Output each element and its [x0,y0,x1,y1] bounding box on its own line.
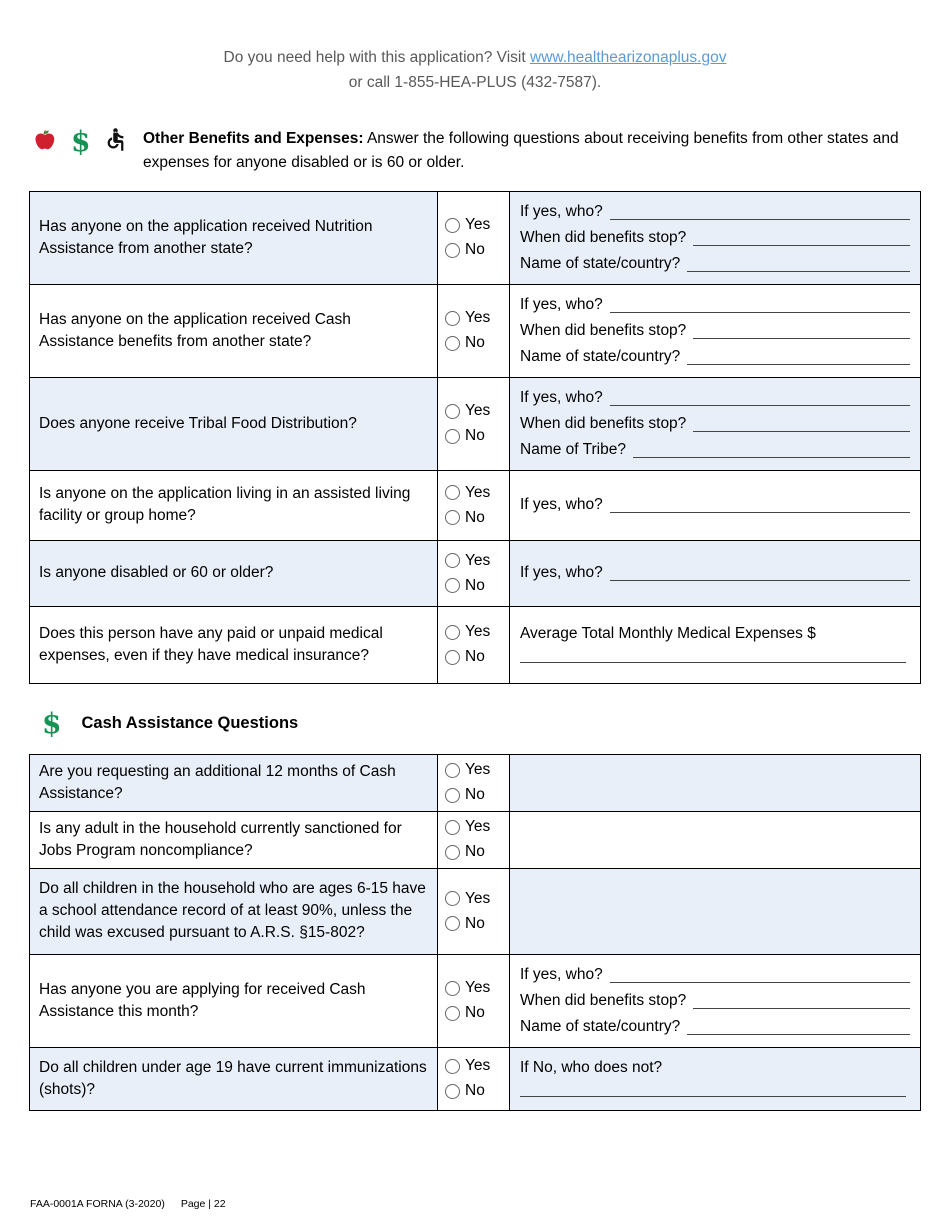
radio-yes[interactable] [445,311,460,326]
no-option[interactable] [445,1082,500,1100]
question-text: Has anyone you are applying for received Cash Assistance this month? [30,955,438,1047]
followup-field [520,439,910,461]
radio-yes[interactable] [445,553,460,568]
followup-field [520,346,910,368]
table-row [30,541,920,607]
benefits-section-heading [143,124,921,175]
followup-cell [510,541,920,606]
followup-field [520,990,910,1012]
table-row [30,1048,920,1110]
field-label: If yes, who? [520,965,603,983]
question-text: Has anyone on the application received Nutrition Assistance from another state? [30,192,438,284]
yes-label: Yes [465,623,491,641]
field-label: If yes, who? [520,564,603,582]
yes-label: Yes [465,402,491,420]
radio-yes[interactable] [445,891,460,906]
field-input-line[interactable] [633,439,910,458]
no-label: No [465,576,485,594]
radio-no[interactable] [445,788,460,803]
wheelchair-icon [102,126,129,158]
no-option[interactable] [445,241,500,259]
yes-label: Yes [465,818,491,836]
yes-option[interactable] [445,552,500,570]
yes-no-cell [438,955,510,1047]
yes-no-cell [438,812,510,868]
followup-field [520,1057,910,1100]
followup-cell [510,192,920,284]
benefits-section-intro: Answer the following questions about receiving benefits from other states and expenses for anyone disabled or is 60 or older. [143,129,899,171]
help-header [29,46,921,96]
field-label: Name of state/country? [520,347,681,365]
table-row [30,192,920,285]
yes-label: Yes [465,761,491,779]
dollar-icon: $ [42,706,62,740]
yes-label: Yes [465,483,491,501]
field-input-line[interactable] [520,662,906,663]
benefits-section-title: Other Benefits and Expenses: [143,129,364,147]
no-label: No [465,648,485,666]
yes-option[interactable] [445,484,500,502]
yes-no-cell [438,471,510,540]
benefits-section-icons [29,124,143,159]
form-number: FAA-0001A FORNA (3-2020) [30,1198,165,1210]
followup-cell [510,955,920,1047]
field-label: Name of Tribe? [520,440,626,458]
field-label: If yes, who? [520,202,603,220]
radio-no[interactable] [445,1006,460,1021]
yes-no-cell [438,285,510,377]
no-label: No [465,334,485,352]
radio-no[interactable] [445,916,460,931]
yes-option[interactable] [445,623,500,641]
yes-option[interactable] [445,818,500,836]
radio-no[interactable] [445,650,460,665]
radio-yes[interactable] [445,218,460,233]
yes-option[interactable] [445,890,500,908]
yes-no-cell [438,607,510,683]
followup-field [520,201,910,223]
field-input-line[interactable] [687,346,910,365]
no-option[interactable] [445,648,500,666]
apple-icon [29,126,59,159]
yes-no-cell [438,378,510,470]
followup-field [520,413,910,435]
followup-cell-empty [510,869,920,954]
field-input-line[interactable] [610,201,910,220]
question-text: Does anyone receive Tribal Food Distribution? [30,378,438,470]
followup-cell [510,285,920,377]
field-input-line[interactable] [610,964,910,983]
question-text: Are you requesting an additional 12 months of Cash Assistance? [30,755,438,811]
help-phone: or call 1-855-HEA-PLUS (432-7587). [348,73,602,91]
page-number: Page | 22 [180,1198,226,1210]
no-label: No [465,241,485,259]
radio-yes[interactable] [445,763,460,778]
followup-field [520,294,910,316]
yes-option[interactable] [445,216,500,234]
field-label: Average Total Monthly Medical Expenses $ [520,625,816,643]
no-option[interactable] [445,509,500,527]
radio-no[interactable] [445,578,460,593]
radio-yes[interactable] [445,625,460,640]
field-input-line[interactable] [520,1096,906,1097]
question-text: Does this person have any paid or unpaid medical expenses, even if they have medical insurance? [30,607,438,683]
yes-no-cell [438,755,510,811]
no-label: No [465,427,485,445]
yes-label: Yes [465,1057,491,1075]
no-option[interactable] [445,786,500,804]
field-label: When did benefits stop? [520,321,687,339]
radio-yes[interactable] [445,1059,460,1074]
radio-yes[interactable] [445,820,460,835]
radio-no[interactable] [445,336,460,351]
dollar-icon: $ [71,125,91,159]
no-option[interactable] [445,334,500,352]
field-label: Name of state/country? [520,254,681,272]
no-label: No [465,508,485,526]
cash-table [29,754,921,1111]
no-option[interactable] [445,915,500,933]
followup-field [520,227,910,249]
no-label: No [465,1004,485,1022]
followup-cell [510,378,920,470]
followup-field [520,1016,910,1038]
yes-option[interactable] [445,1057,500,1075]
radio-yes[interactable] [445,404,460,419]
page-footer [30,1198,226,1210]
no-option[interactable] [445,843,500,861]
followup-field [520,623,910,666]
table-row [30,955,920,1048]
followup-cell [510,471,920,540]
field-label: When did benefits stop? [520,414,687,432]
yes-option[interactable] [445,309,500,327]
question-text: Is anyone on the application living in an assisted living facility or group home? [30,471,438,540]
cash-section-header [29,706,921,740]
yes-label: Yes [465,551,491,569]
question-text: Do all children in the household who are ages 6-15 have a school attendance record of at least 90%, unless the child was excused pursuant to A.R.S. §15-802? [30,869,438,954]
no-label: No [465,786,485,804]
table-row [30,869,920,955]
field-input-line[interactable] [693,413,910,432]
yes-no-cell [438,192,510,284]
question-text: Do all children under age 19 have current immunizations (shots)? [30,1048,438,1110]
yes-label: Yes [465,309,491,327]
yes-label: Yes [465,979,491,997]
yes-label: Yes [465,889,491,907]
field-label: When did benefits stop? [520,228,687,246]
field-label: If yes, who? [520,295,603,313]
yes-no-cell [438,541,510,606]
followup-cell-empty [510,755,920,811]
field-label: Name of state/country? [520,1017,681,1035]
table-row [30,285,920,378]
field-input-line[interactable] [687,253,910,272]
table-row [30,471,920,541]
radio-no[interactable] [445,1084,460,1099]
radio-yes[interactable] [445,485,460,500]
yes-label: Yes [465,216,491,234]
followup-field [520,253,910,275]
field-input-line[interactable] [693,990,910,1009]
table-row [30,607,920,683]
table-row [30,812,920,869]
field-label: If yes, who? [520,496,603,514]
followup-field [520,562,910,584]
followup-field [520,494,910,516]
field-input-line[interactable] [610,387,910,406]
field-input-line[interactable] [610,294,910,313]
radio-no[interactable] [445,845,460,860]
field-input-line[interactable] [693,227,910,246]
field-input-line[interactable] [693,320,910,339]
no-option[interactable] [445,427,500,445]
no-label: No [465,914,485,932]
field-label: If No, who does not? [520,1059,663,1077]
no-label: No [465,843,485,861]
radio-yes[interactable] [445,981,460,996]
table-row [30,378,920,471]
yes-option[interactable] [445,979,500,997]
field-input-line[interactable] [610,562,910,581]
benefits-table [29,191,921,684]
no-label: No [465,1082,485,1100]
table-row [30,755,920,812]
help-text: Do you need help with this application? Visit [223,49,530,66]
question-text: Has anyone on the application received Cash Assistance benefits from another state? [30,285,438,377]
help-link[interactable]: www.healthearizonaplus.gov [530,49,727,66]
field-label: When did benefits stop? [520,991,687,1009]
question-text: Is any adult in the household currently sanctioned for Jobs Program noncompliance? [30,812,438,868]
yes-no-cell [438,1048,510,1110]
benefits-section-header [29,124,921,175]
followup-field [520,964,910,986]
yes-option[interactable] [445,402,500,420]
radio-no[interactable] [445,429,460,444]
question-text: Is anyone disabled or 60 or older? [30,541,438,606]
field-input-line[interactable] [687,1016,910,1035]
followup-cell-empty [510,812,920,868]
followup-field [520,320,910,342]
no-option[interactable] [445,1004,500,1022]
yes-option[interactable] [445,761,500,779]
followup-cell [510,607,920,683]
cash-section-title: Cash Assistance Questions [81,714,299,733]
no-option[interactable] [445,577,500,595]
followup-field [520,387,910,409]
followup-cell [510,1048,920,1110]
yes-no-cell [438,869,510,954]
radio-no[interactable] [445,510,460,525]
field-input-line[interactable] [610,494,910,513]
radio-no[interactable] [445,243,460,258]
field-label: If yes, who? [520,388,603,406]
